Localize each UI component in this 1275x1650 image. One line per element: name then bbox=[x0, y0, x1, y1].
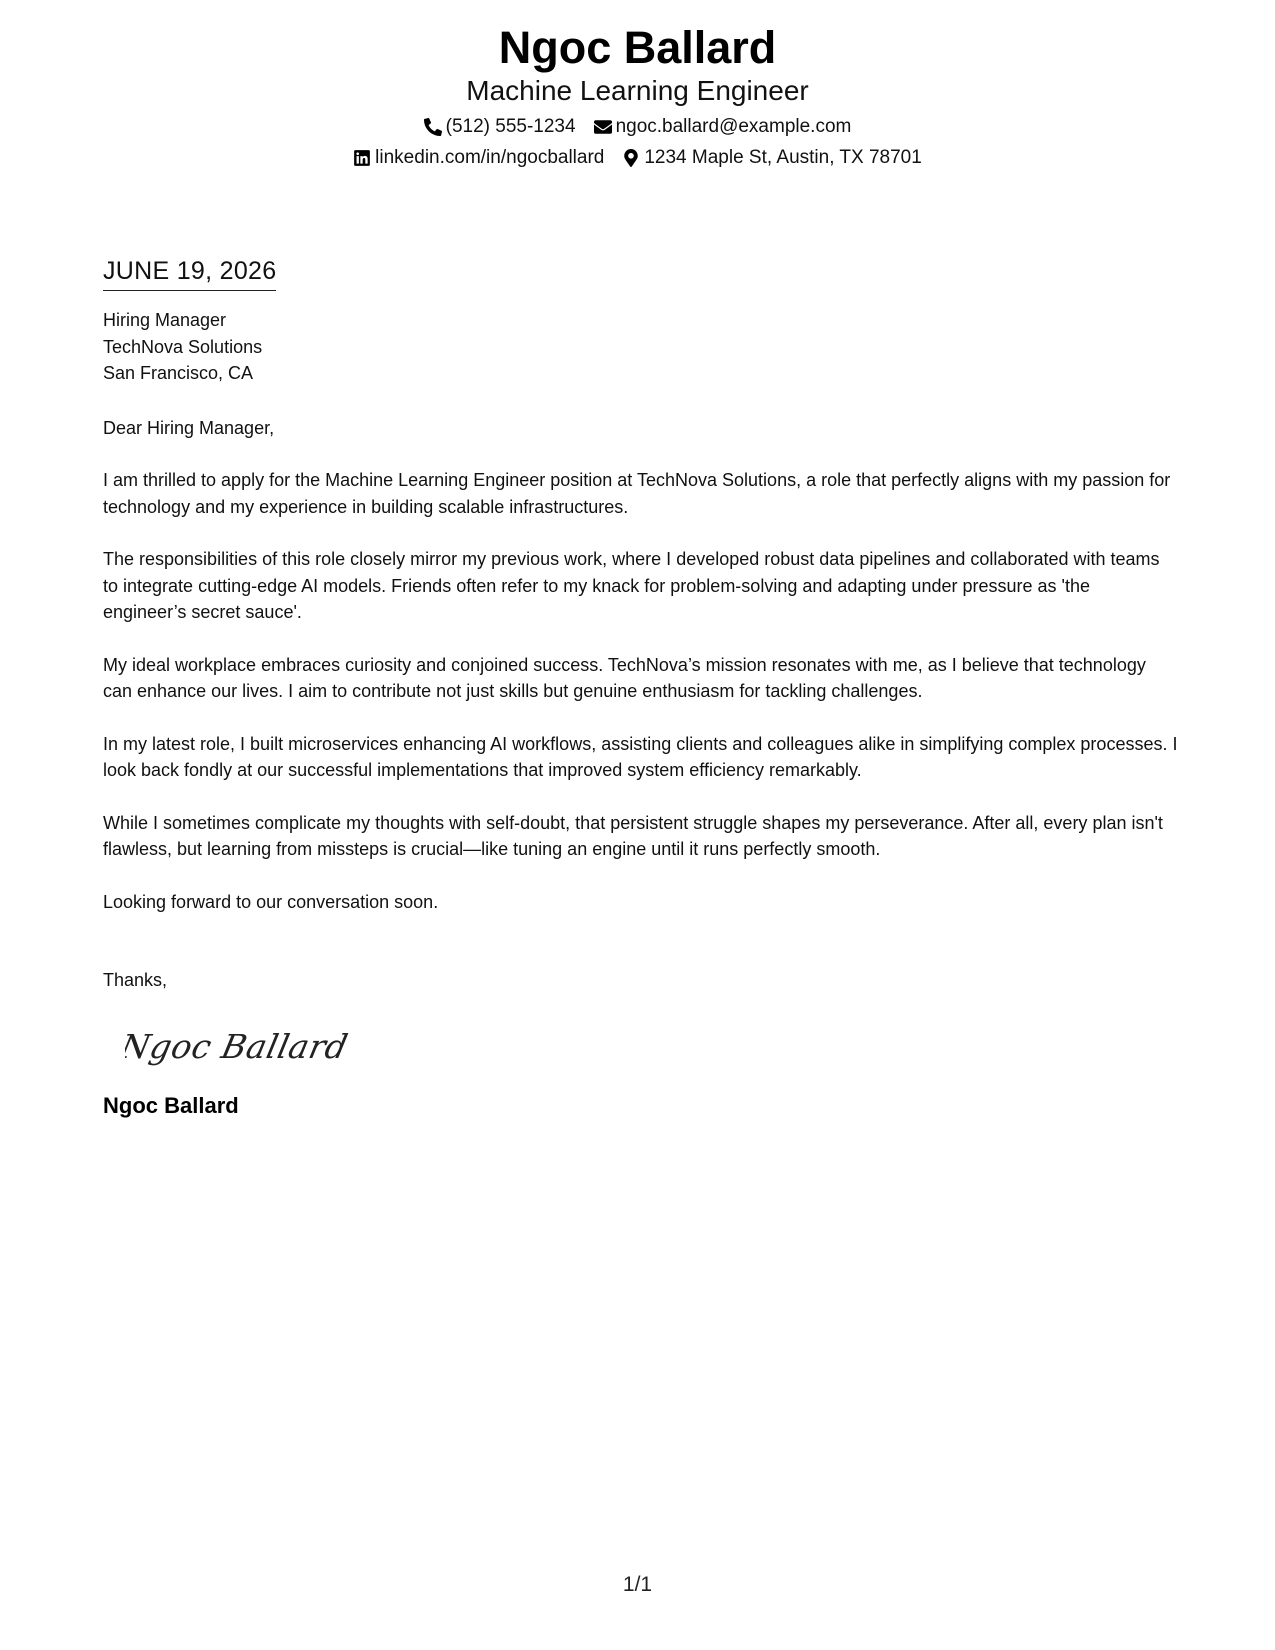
contact-phone bbox=[424, 115, 576, 139]
letter-header bbox=[0, 22, 1275, 170]
body-paragraph: My ideal workplace embraces curiosity and conjoined success. TechNova’s mission resonates with me, as I believe that technology can enhance our lives. I aim to contribute not just skills but genuine enthusiasm for tackling challenges. bbox=[103, 654, 1146, 701]
contact-row-1 bbox=[0, 115, 1275, 139]
phone-text: (512) 555-1234 bbox=[445, 116, 576, 137]
page-number: 1/1 bbox=[622, 1573, 653, 1596]
contact-address bbox=[622, 146, 921, 170]
email-text: ngoc.ballard@example.com bbox=[615, 116, 852, 137]
linkedin-text: linkedin.com/in/ngocballard bbox=[375, 147, 605, 168]
contact-email bbox=[594, 115, 852, 139]
body-paragraph: The responsibilities of this role closely mirror my previous work, where I developed robust data pipelines and collaborated with teams to integrate cutting-edge AI models. Friends often refer to my knack for problem-solving and adapting under pressure as 'the engineer’s secret sauce'. bbox=[103, 549, 1160, 622]
closing-line: Thanks, bbox=[103, 970, 168, 990]
letter-date: JUNE 19, 2026 bbox=[103, 256, 276, 291]
envelope-icon bbox=[594, 118, 612, 136]
recipient-line: Hiring Manager bbox=[103, 310, 227, 330]
recipient-company: TechNova Solutions bbox=[103, 336, 263, 357]
address-text: 1234 Maple St, Austin, TX 78701 bbox=[644, 147, 922, 168]
body-paragraph: I am thrilled to apply for the Machine Learning Engineer position at TechNova Solutions, a role that perfectly aligns with my passion for technology and my experience in building scalable infrastructures. bbox=[103, 470, 1171, 517]
applicant-title: Machine Learning Engineer bbox=[466, 75, 809, 106]
contact-row-2 bbox=[0, 146, 1275, 170]
recipient-block bbox=[103, 307, 1178, 387]
body-paragraph: While I sometimes complicate my thoughts with self-doubt, that persistent struggle shapes my perseverance. After all, every plan isn't flawless, but learning from missteps is crucial—like tuning an engine until it runs perfectly smooth. bbox=[103, 812, 1163, 859]
linkedin-icon bbox=[353, 149, 371, 167]
applicant-name: Ngoc Ballard bbox=[498, 22, 777, 73]
body-paragraph: Looking forward to our conversation soon. bbox=[103, 891, 439, 912]
signer-name: Ngoc Ballard bbox=[103, 1092, 239, 1118]
letter-body bbox=[103, 256, 1178, 1120]
signature-glyphs: Ngoc Ballard bbox=[125, 1026, 352, 1066]
contact-linkedin bbox=[353, 146, 604, 170]
map-marker-icon bbox=[622, 149, 640, 167]
salutation: Dear Hiring Manager, bbox=[103, 417, 275, 438]
handwritten-signature bbox=[125, 1018, 355, 1074]
recipient-location: San Francisco, CA bbox=[103, 363, 254, 383]
body-paragraph: In my latest role, I built microservices enhancing AI workflows, assisting clients and colleagues alike in simplifying complex processes. I look back fondly at our successful implementations that improved system efficiency remarkably. bbox=[103, 733, 1178, 780]
phone-icon bbox=[424, 118, 442, 136]
